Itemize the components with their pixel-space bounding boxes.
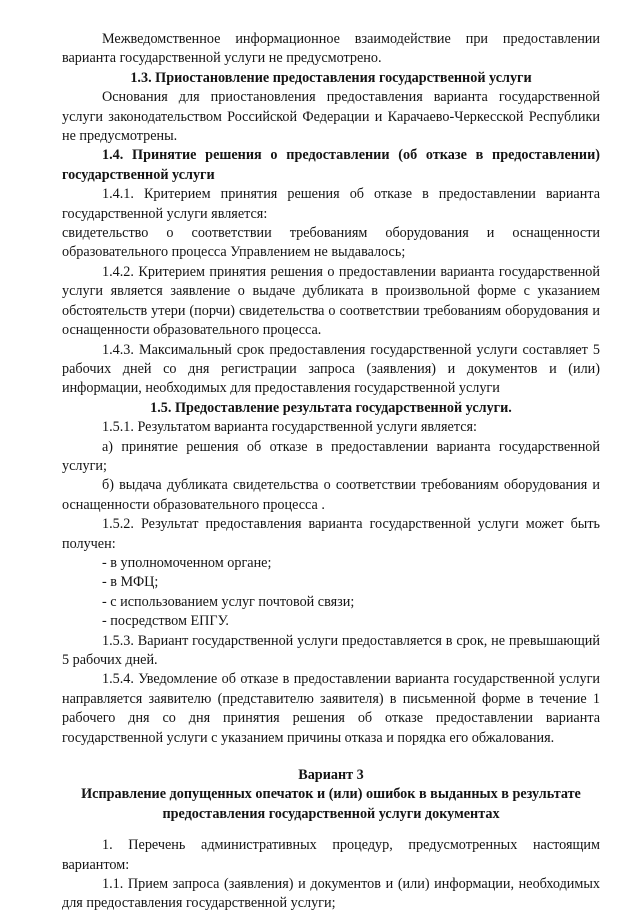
- section-heading-1-5: 1.5. Предоставление результата государственной услуги.: [150, 399, 512, 416]
- document-page: [62, 30, 600, 914]
- list-item: 1.1. Прием запроса (заявления) и документов и (или) информации, необходимых для предоставления государственной услуги;: [62, 876, 600, 912]
- section-heading-1-4: 1.4. Принятие решения о предоставлении (об отказе в предоставлении) государственной услуги: [62, 147, 600, 183]
- paragraph: свидетельство о соответствии требованиям оборудования и оснащенности образовательного процесса Управлением не выдавалось;: [62, 225, 600, 261]
- variant-heading: Вариант 3: [298, 767, 364, 784]
- paragraph: 1.4.2. Критерием принятия решения о предоставлении варианта государственной услуги является заявление о выдаче дубликата в произвольной форме с указанием обстоятельств утери (порчи) свидетельства о соответствии требованиям оборудования и оснащенности образовательного процесса.: [62, 263, 600, 339]
- section-heading-1-3: 1.3. Приостановление предоставления государственной услуги: [130, 69, 532, 86]
- list-item: - посредством ЕПГУ.: [102, 613, 229, 630]
- variant-title: Исправление допущенных опечаток и (или) ошибок в выданных в результате предоставления государственной услуги документах: [81, 786, 581, 822]
- list-item: - в уполномоченном органе;: [102, 554, 272, 571]
- paragraph: 1.5.3. Вариант государственной услуги предоставляется в срок, не превышающий 5 рабочих дней.: [62, 632, 600, 668]
- paragraph: 1. Перечень административных процедур, предусмотренных настоящим вариантом:: [62, 837, 600, 873]
- paragraph: Основания для приостановления предоставления варианта государственной услуги законодательством Российской Федерации и Карачаево-Черкесской Республики не предусмотрены.: [62, 89, 600, 145]
- paragraph: 1.5.2. Результат предоставления варианта государственной услуги может быть получен:: [62, 516, 600, 552]
- paragraph: Межведомственное информационное взаимодействие при предоставлении варианта государственной услуги не предусмотрено.: [62, 31, 600, 67]
- list-item: а) принятие решения об отказе в предоставлении варианта государственной услуги;: [62, 438, 600, 474]
- list-item: б) выдача дубликата свидетельства о соответствии требованиям оборудования и оснащенности образовательного процесса .: [62, 477, 600, 513]
- paragraph: 1.5.4. Уведомление об отказе в предоставлении варианта государственной услуги направляется заявителю (представителю заявителя) в письменной форме в течение 1 рабочего дня со дня принятия решения об отказе предоставлении варианта государственной услуги с указанием причины отказа и порядка его обжалования.: [62, 671, 600, 746]
- list-item: - с использованием услуг почтовой связи;: [102, 593, 355, 610]
- paragraph: 1.4.3. Максимальный срок предоставления государственной услуги составляет 5 рабочих дней со дня регистрации запроса (заявления) и документов и (или) информации, необходимых для предоставления государственной услуги: [62, 341, 600, 397]
- paragraph: 1.5.1. Результатом варианта государственной услуги является:: [102, 419, 477, 436]
- list-item: - в МФЦ;: [102, 574, 159, 591]
- paragraph: 1.4.1. Критерием принятия решения об отказе в предоставлении варианта государственной услуги является:: [62, 186, 600, 222]
